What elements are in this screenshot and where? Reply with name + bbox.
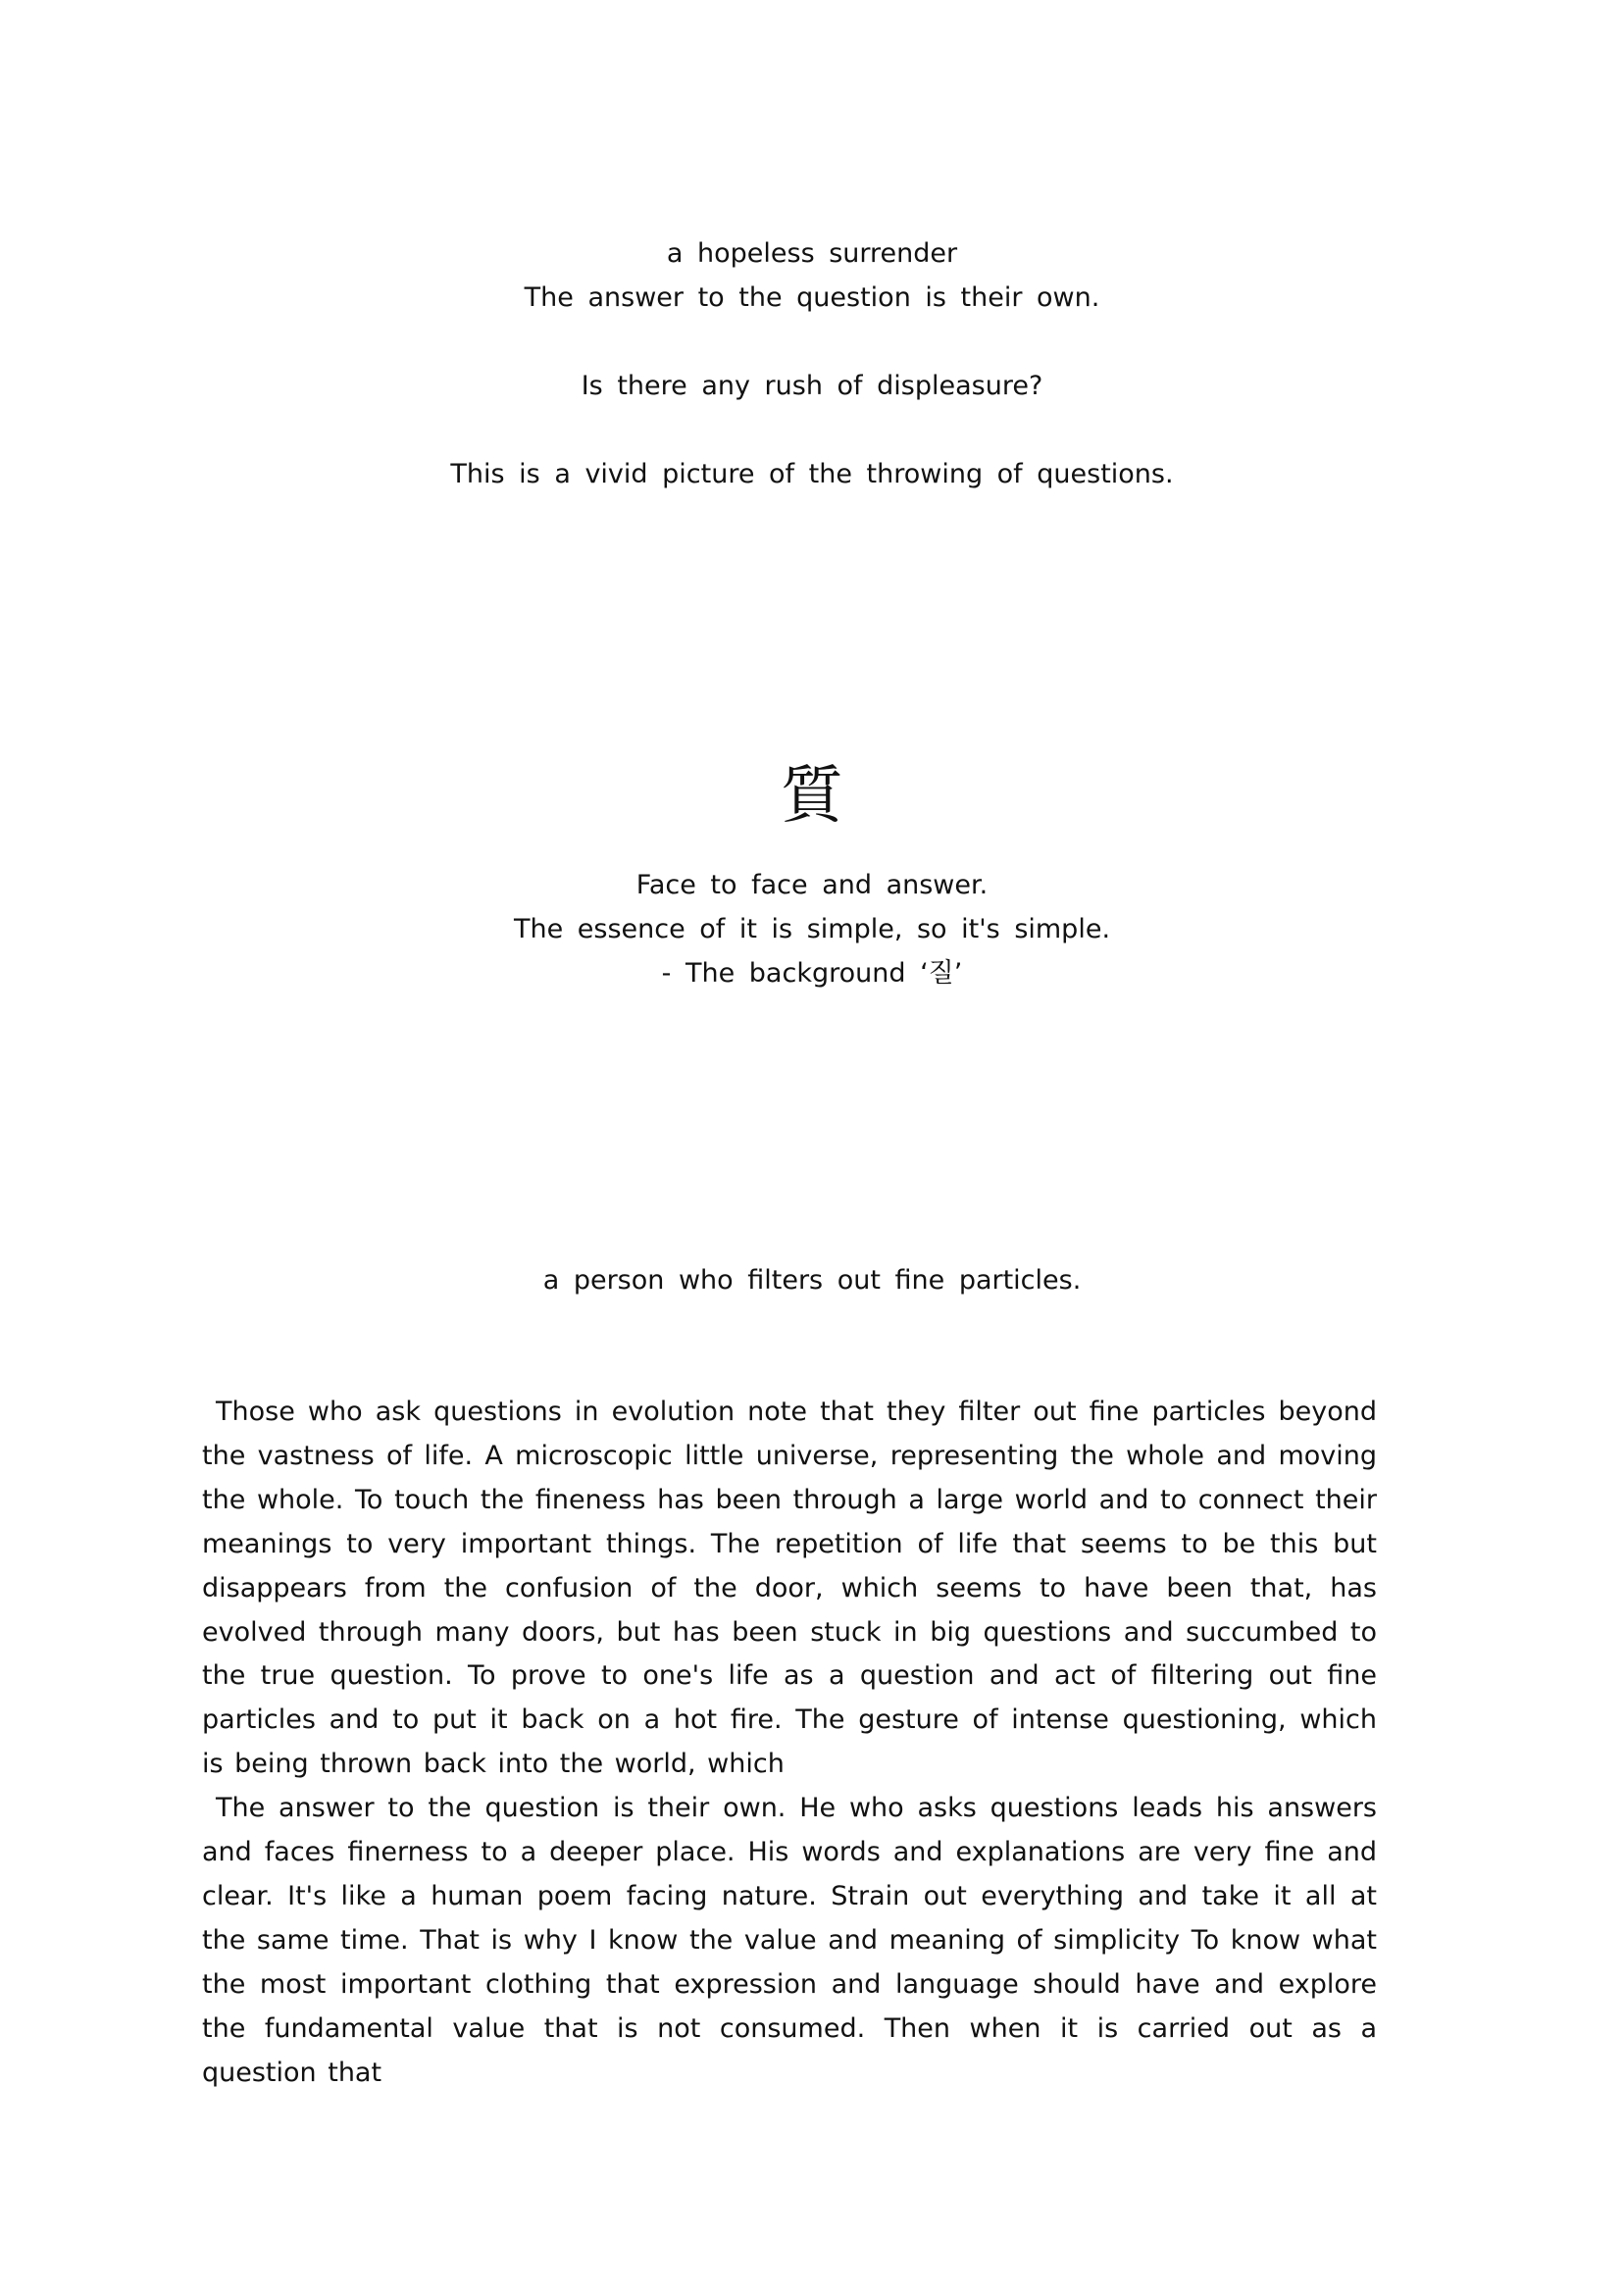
character-line-2: The essence of it is simple, so it's simple. — [513, 914, 1111, 944]
subtitle: a person who filters out fine particles. — [542, 1265, 1082, 1296]
top-line-4: This is a vivid picture of the throwing of questions. — [450, 459, 1174, 489]
hanja-character: 質 — [781, 760, 843, 833]
body-paragraph-1: Those who ask questions in evolution note that they filter out fine particles beyond the vastness of life. A microscopic little universe, representing the whole and moving the whole. To touch the fineness has been through a large world and to connect their meanings to very important things. The repetition of life that seems to be this but disappears from the confusion of the door, which seems to have been that, has evolved through many doors, but has been stuck in big questions and succumbed to the true question. To prove to one's life as a question and act of filtering out fine particles and to put it back on a hot fire. The gesture of intense questioning, which is being thrown back into the world, which — [202, 1397, 1377, 1780]
character-line-1: Face to face and answer. — [635, 870, 989, 900]
top-line-1: a hopeless surrender — [666, 238, 958, 269]
character-line-3: - The background ‘질’ — [661, 958, 963, 989]
body-paragraph-2: The answer to the question is their own. He who asks questions leads his answers and faces finerness to a deeper place. His words and explanations are very fine and clear. It's like a human poem facing nature. Strain out everything and take it all at the same time. That is why I know the value and meaning of simplicity To know what the most important clothing that expression and language should have and explore the fundamental value that is not consumed. Then when it is carried out as a question that — [202, 1793, 1377, 2088]
body-text — [202, 1391, 1377, 2096]
top-line-3: Is there any rush of displeasure? — [581, 371, 1043, 401]
top-line-2: The answer to the question is their own. — [524, 282, 1100, 313]
